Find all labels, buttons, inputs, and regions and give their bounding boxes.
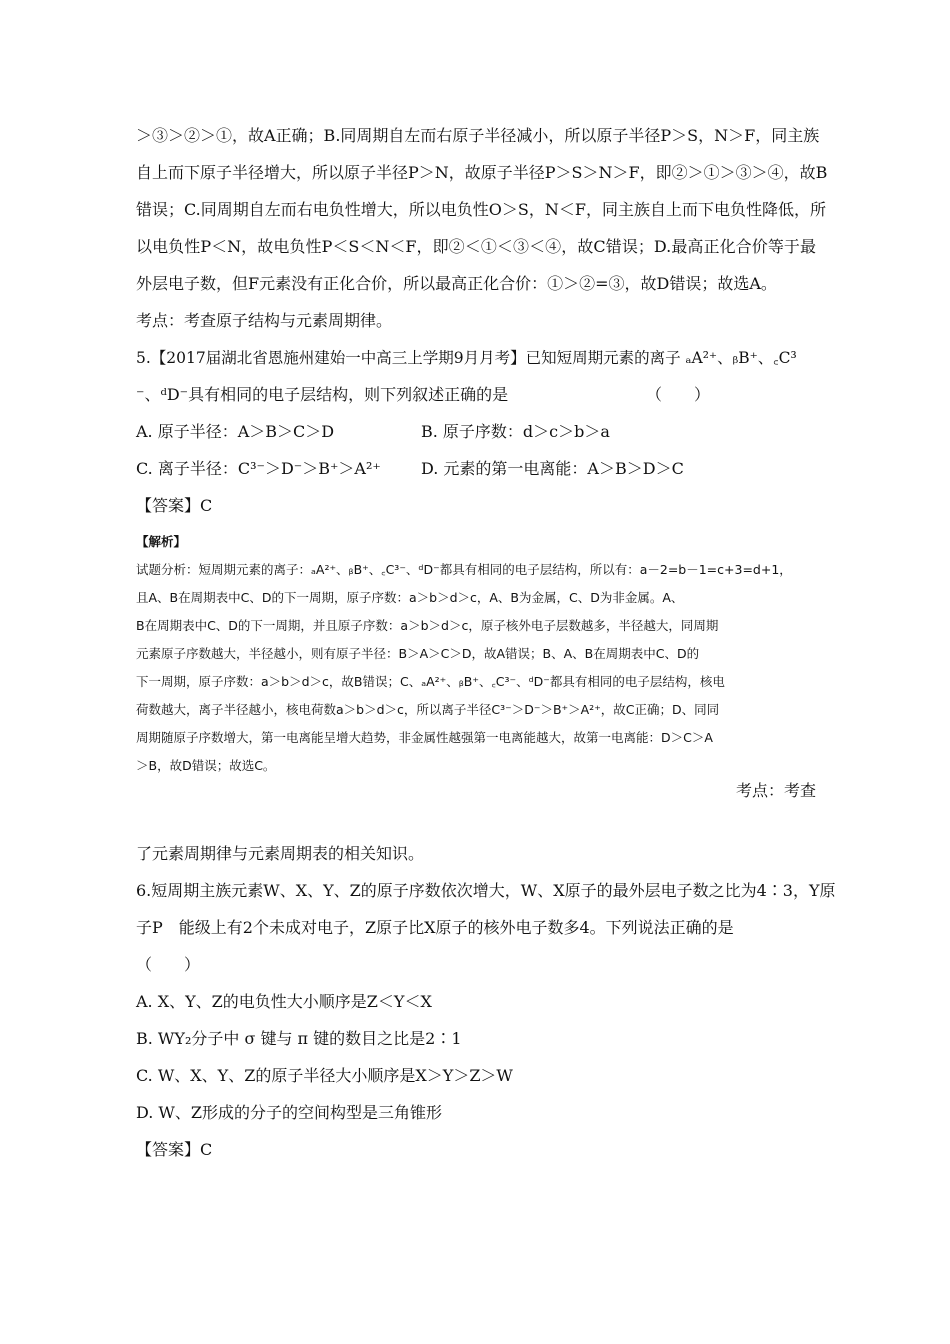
option-d: D. W、Z形成的分子的空间构型是三角锥形 [136, 1103, 442, 1122]
analysis-text-line: B在周期表中C、D的下一周期，并且原子序数：a＞b＞d＞c，原子核外电子层数越多，半径越大，同周期 [136, 618, 719, 633]
analysis-text-line: 试题分析：短周期元素的离子：ₐA²⁺、ᵦB⁺、꜀C³⁻、ᵈD⁻都具有相同的电子层结构，所以有：a－2=b－1=c+3=d+1， [136, 562, 792, 577]
option-c: C. 离子半径：C³⁻＞D⁻＞B⁺＞A²⁺ [136, 459, 381, 478]
option-c: C. W、X、Y、Z的原子半径大小顺序是X＞Y＞Z＞W [136, 1066, 513, 1085]
question-6-answer: 【答案】C [136, 1140, 213, 1159]
question-6-stem: 6.短周期主族元素W、X、Y、Z的原子序数依次增大，W、X原子的最外层电子数之比为4∶3，Y原 [136, 881, 836, 900]
option-a: A. 原子半径：A＞B＞C＞D [136, 422, 335, 441]
question-5-stem-cont [136, 383, 816, 407]
analysis-text-line: ＞B，故D错误；故选C。 [136, 758, 276, 773]
question-5-answer: 【答案】C [136, 496, 213, 515]
option-b: B. WY₂分子中 σ 键与 π 键的数目之比是2∶1 [136, 1029, 462, 1048]
analysis-line: 以电负性P＜N，故电负性P＜S＜N＜F，即②＜①＜③＜④，故C错误；D.最高正化合价等于最 [136, 237, 816, 256]
question-5-options-row1 [136, 420, 816, 444]
option-a: A. X、Y、Z的电负性大小顺序是Z＜Y＜X [136, 992, 432, 1011]
analysis-text-line: 元素原子序数越大，半径越小，则有原子半径：B＞A＞C＞D，故A错误；B、A、B在周期表中C、D的 [136, 646, 700, 661]
question-5-stem: 5.【2017届湖北省恩施州建始一中高三上学期9月月考】已知短周期元素的离子 ₐA²⁺、ᵦB⁺、꜀C³ [136, 349, 797, 367]
option-b: B. 原子序数：d＞c＞b＞a [421, 422, 610, 441]
option-d: D. 元素的第一电离能：A＞B＞D＞C [421, 459, 684, 478]
analysis-text-line: 荷数越大，离子半径越小，核电荷数a＞b＞d＞c，所以离子半径C³⁻＞D⁻＞B⁺＞A²⁺，故C正确；D、同同 [136, 702, 720, 717]
question-5-paren: （ ） [646, 385, 711, 404]
question-5-stem-text: ⁻、ᵈD⁻具有相同的电子层结构，则下列叙述正确的是 [136, 385, 509, 404]
analysis-text-line: 周期随原子序数增大，第一电离能呈增大趋势，非金属性越强第一电离能越大，故第一电离能：D＞C＞A [136, 730, 713, 745]
analysis-text-line: 下一周期，原子序数：a＞b＞d＞c，故B错误；C、ₐA²⁺、ᵦB⁺、꜀C³⁻、ᵈD⁻都具有相同的电子层结构，核电 [136, 674, 725, 689]
analysis-line: 错误；C.同周期自左而右电负性增大，所以电负性O＞S，N＜F，同主族自上而下电负性降低，所 [136, 200, 826, 219]
kaodian-line: 考点：考查原子结构与元素周期律。 [136, 311, 393, 330]
analysis-title: 【解析】 [136, 534, 187, 549]
question-5-options-row2 [136, 457, 816, 481]
kaodian-right: 考点：考查 [735, 781, 816, 800]
analysis-line: ＞③＞②＞①，故A正确；B.同周期自左而右原子半径减小，所以原子半径P＞S，N＞F，同主族 [136, 126, 820, 145]
analysis-line: 外层电子数，但F元素没有正化合价，所以最高正化合价：①＞②=③，故D错误；故选A。 [136, 274, 777, 293]
analysis-text-line: 且A、B在周期表中C、D的下一周期，原子序数：a＞b＞d＞c，A、B为金属，C、D为非金属。A、 [136, 590, 684, 605]
question-6-stem-cont: 子P 能级上有2个未成对电子，Z原子比X原子的核外电子数多4。下列说法正确的是 [136, 918, 734, 937]
question-6-paren: （ ） [136, 955, 201, 974]
kaodian-continuation: 了元素周期律与元素周期表的相关知识。 [136, 844, 425, 863]
analysis-line: 自上而下原子半径增大，所以原子半径P＞N，故原子半径P＞S＞N＞F，即②＞①＞③＞④，故B [136, 163, 828, 182]
